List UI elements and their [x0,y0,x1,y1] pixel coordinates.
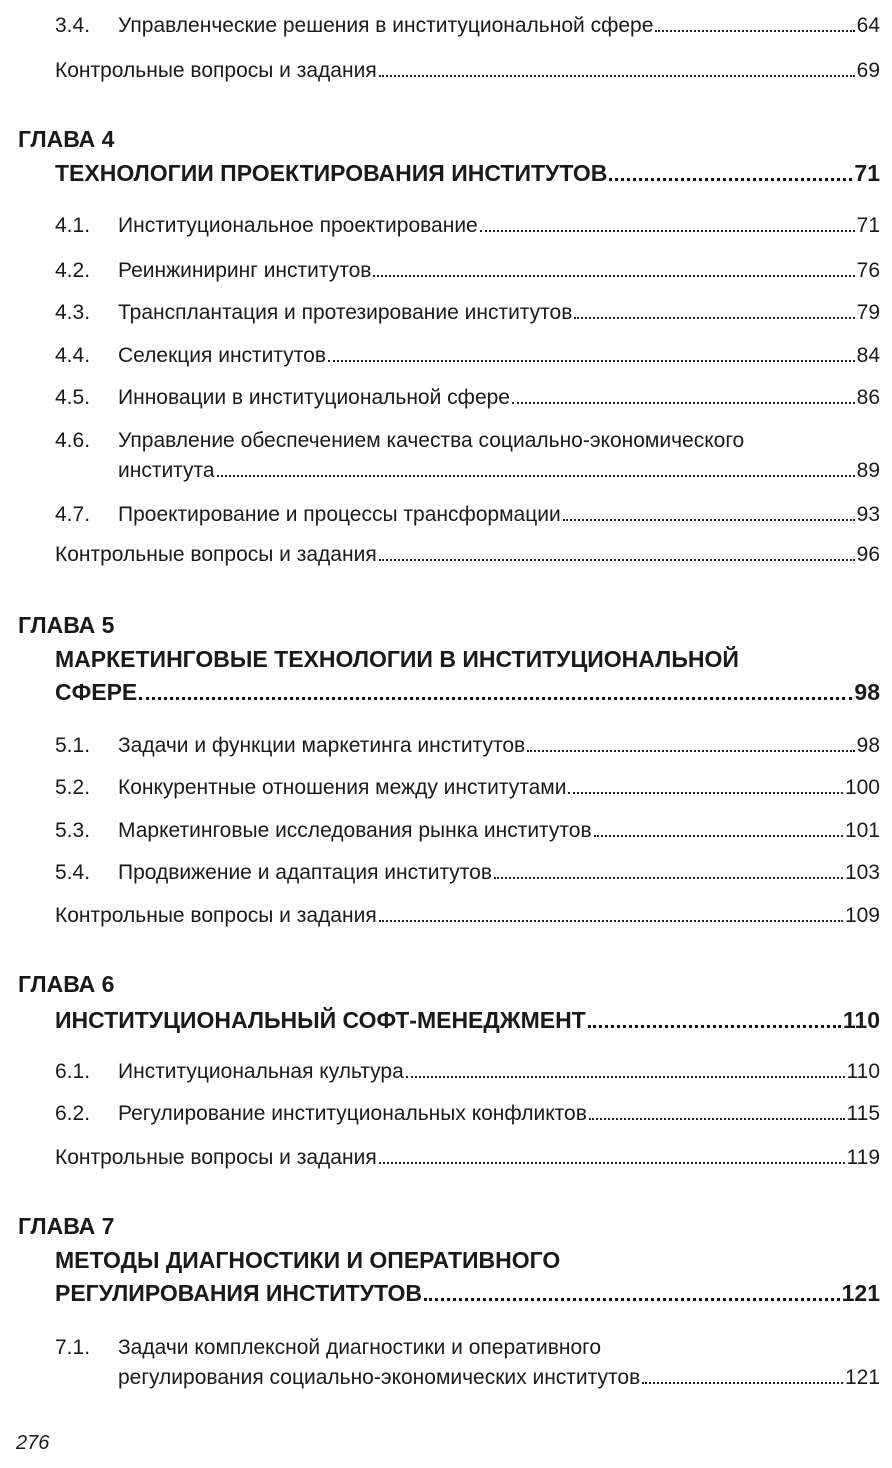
dot-leader [424,1298,840,1301]
toc-entry [55,500,880,530]
entry-title-continued: института [118,459,215,482]
entry-title: Конкурентные отношения между институтами [118,776,567,799]
chapter-title-line: МАРКЕТИНГОВЫЕ ТЕХНОЛОГИИ В ИНСТИТУЦИОНАЛЬНОЙ [55,646,739,672]
chapter-title-line: СФЕРЕ [55,679,138,705]
entry-title: Реинжиниринг институтов [118,259,372,282]
toc-entry [55,1333,880,1393]
toc-entry [55,256,880,286]
entry-title: Контрольные вопросы и задания [55,1146,377,1169]
entry-number: 6.2. [55,1102,91,1125]
entry-number: 5.4. [55,861,91,884]
chapter-page: 98 [854,679,880,705]
entry-number: 4.7. [55,503,91,526]
entry-page: 101 [844,819,880,842]
entry-page: 121 [844,1366,880,1389]
entry-number: 4.1. [55,214,91,237]
entry-title: Контрольные вопросы и задания [55,59,377,82]
entry-number: 3.4. [55,14,91,37]
toc-entry [55,426,880,486]
entry-number: 7.1. [55,1336,91,1359]
entry-page: 64 [856,14,880,37]
dot-leader [563,519,855,521]
entry-page: 119 [846,1146,880,1169]
dot-leader [527,750,854,752]
dot-leader [379,920,843,922]
toc-entry [55,1057,880,1087]
chapter-title-line: РЕГУЛИРОВАНИЯ ИНСТИТУТОВ [55,1280,422,1306]
dot-leader [139,697,852,700]
entry-number: 5.1. [55,734,91,757]
entry-title: Селекция институтов [118,344,326,367]
dot-leader [379,1162,845,1164]
toc-entry [55,1099,880,1129]
toc-entry [55,540,880,570]
dot-leader [480,230,855,232]
chapter-page: 121 [841,1280,880,1306]
toc-entry [55,901,880,931]
dot-leader [373,275,854,277]
chapter-title [55,157,880,190]
entry-title: Задачи комплексной диагностики и оперативного [118,1336,601,1359]
entry-title: Продвижение и адаптация институтов [118,861,493,884]
entry-title: Инновации в институциональной сфере [118,386,510,409]
entry-number: 6.1. [55,1060,91,1083]
dot-leader [379,559,855,561]
chapter-label: ГЛАВА 7 [18,1213,115,1239]
page-number: 276 [16,1432,50,1454]
entry-page: 86 [856,386,880,409]
entry-number: 4.5. [55,386,91,409]
dot-leader [406,1076,845,1078]
entry-title: Управленческие решения в институциональной сфере [118,14,654,37]
entry-title: Проектирование и процессы трансформации [118,503,561,526]
dot-leader [588,1025,841,1028]
dot-leader [494,877,843,879]
chapter-title-line: МЕТОДЫ ДИАГНОСТИКИ И ОПЕРАТИВНОГО [55,1247,561,1273]
chapter-title-line: ТЕХНОЛОГИИ ПРОЕКТИРОВАНИЯ ИНСТИТУТОВ [55,160,608,186]
entry-page: 76 [856,259,880,282]
entry-page: 84 [856,344,880,367]
toc-entry [55,211,880,241]
entry-number: 4.4. [55,344,91,367]
chapter-label: ГЛАВА 6 [18,971,115,997]
dot-leader [328,360,855,362]
entry-title: Регулирование институциональных конфликтов [118,1102,587,1125]
entry-page: 93 [856,503,880,526]
chapter-page: 110 [842,1007,880,1033]
dot-leader [217,475,855,477]
dot-leader [642,1382,843,1384]
entry-page: 109 [844,904,880,927]
toc-entry [55,341,880,371]
entry-title: Институциональное проектирование [118,214,478,237]
chapter-title [55,1244,880,1310]
dot-leader [512,402,855,404]
entry-title: Задачи и функции маркетинга институтов [118,734,526,757]
entry-title: Управление обеспечением качества социально-экономического [118,429,745,452]
dot-leader [568,792,843,794]
entry-title-continued: регулирования социально-экономических институтов [118,1366,641,1389]
toc-entry [55,816,880,846]
entry-page: 96 [856,543,880,566]
chapter-label: ГЛАВА 5 [18,612,115,638]
entry-title: Контрольные вопросы и задания [55,543,377,566]
toc-entry [55,1143,880,1173]
entry-page: 69 [856,59,880,82]
chapter-title-line: ИНСТИТУЦИОНАЛЬНЫЙ СОФТ-МЕНЕДЖМЕНТ [55,1007,586,1033]
entry-page: 110 [846,1060,880,1083]
entry-number: 5.3. [55,819,91,842]
toc-entry [55,383,880,413]
dot-leader [655,30,854,32]
dot-leader [379,75,855,77]
toc-entry [55,11,880,41]
entry-page: 115 [846,1102,880,1125]
chapter-title [55,643,880,709]
entry-number: 4.2. [55,259,91,282]
chapter-page: 71 [854,160,880,186]
entry-title: Маркетинговые исследования рынка институтов [118,819,592,842]
dot-leader [574,317,854,319]
dot-leader [594,835,843,837]
toc-entry [55,56,880,86]
entry-page: 89 [856,459,880,482]
entry-page: 79 [856,301,880,324]
dot-leader [589,1118,845,1120]
entry-number: 4.3. [55,301,91,324]
dot-leader [609,178,852,181]
entry-number: 5.2. [55,776,91,799]
entry-page: 71 [856,214,880,237]
chapter-title [55,1004,880,1037]
entry-title: Трансплантация и протезирование институтов [118,301,573,324]
entry-page: 100 [844,776,880,799]
toc-entry [55,731,880,761]
toc-entry [55,298,880,328]
chapter-label: ГЛАВА 4 [18,126,115,152]
entry-page: 98 [856,734,880,757]
entry-page: 103 [844,861,880,884]
entry-number: 4.6. [55,429,91,452]
entry-title: Институциональная культура [118,1060,404,1083]
toc-entry [55,773,880,803]
entry-title: Контрольные вопросы и задания [55,904,377,927]
toc-entry [55,858,880,888]
